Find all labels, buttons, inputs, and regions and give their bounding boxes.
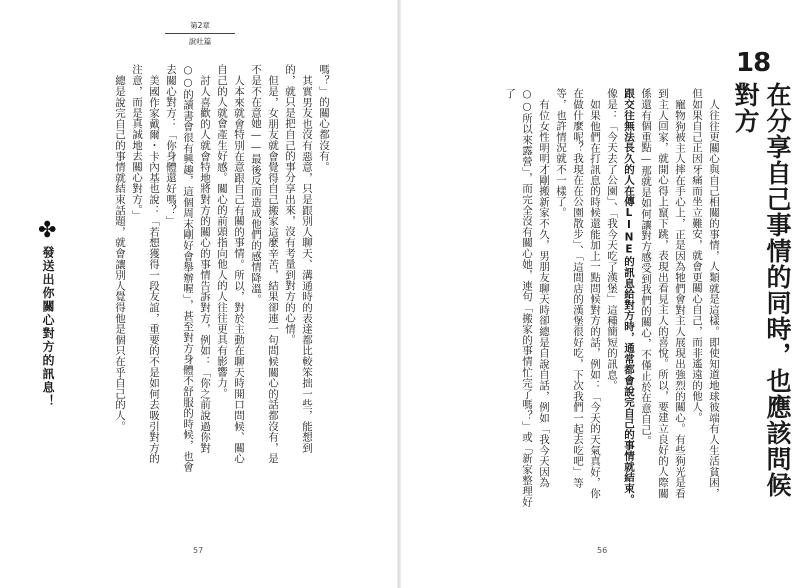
chapter-label: 第2章: [190, 21, 210, 30]
paragraph: 其實男友也沒有惡意，只是跟別人聊天、溝通時的表達都比較笨拙一些，能想到的，就只是把自己的事分享出來，沒有考量到對方的心情。: [284, 64, 313, 453]
paragraph: 討人喜歡的人就會特地將對方的關心的事情告訴對方，例如：「你之前說過你對○○的讀書會很有興趣，這個周末剛好會舉辦喔」，甚至對方身體不舒服的時候，也會去關心對方：「你身體還好嗎？」: [165, 64, 211, 473]
paragraph: 人本來就會特別在意跟自己有關的事情。所以，對於主動在聊天時開口問候、關心自己的人就會產生好感。關心的前頭指向他人的人往往更具有影響力。: [216, 64, 245, 464]
paragraph: 跟交往無法長久的人在傳LINE的訊息給對方時，通常都會說完自己的事情就結束。: [623, 88, 635, 505]
left-body-text: [92, 64, 332, 474]
paragraph: 嗎？」的關心都沒有。: [318, 64, 330, 172]
paragraph: 但是，女朋友就會覺得自己搬家這麼辛苦，結果卻連一句問候關心的話都沒有，是不是不在意她——最後反而造成他們的感情降溫。: [250, 64, 279, 464]
running-head: [155, 20, 245, 47]
paragraph: 如果他們在打訊息的時候還能加上一點問候對方的話，例如：「今天的天氣真好，你在做什麼呢？我現在在公園散步」、「這間店的漢堡很好吃，下次我們一起去吃吧」等等，也許情況就不一樣了。: [555, 88, 601, 499]
left-page: [0, 0, 399, 588]
paragraph: 人往往更關心與自己相關的事情，人類就是這樣。即使知道地球彼端有人生活貧困，但如果自己正因牙痛而坐立難安，就會更關心自己，而非遙遠的他人。: [691, 88, 720, 499]
page-number-left: 57: [193, 546, 204, 555]
paragraph: 寵物狗被主人摔在手心上，正是因為牠們會對主人展現出強烈的關心。有些狗光是看到主人回家，就開心得上竄下跳，表現出看見主人的喜悅。所以，要建立良好的人際關係還有個重點—那就是如何讓對方感受到我們的關心，不僅止於在意自己。: [640, 88, 686, 499]
section-label: 說吐篇: [188, 37, 212, 46]
paragraph: 美國作家戴爾・卡內基也說：「若想獲得一段友誼，重要的不是如何去吸引對方的注意，而是真誠地去關心對方。」: [131, 64, 160, 464]
side-note: 發送出你關心對方的訊息！: [41, 246, 55, 408]
page-number-right: 56: [597, 546, 608, 555]
flower-icon: ✤: [38, 218, 57, 243]
chapter-title: 在分享自己事情的同時，也應該問候對方: [731, 82, 792, 498]
paragraph: 總是說完自己的事情就結束話題，就會讓別人覺得他是個只在乎自己的人。: [114, 74, 126, 431]
header-rule: [165, 33, 235, 34]
paragraph: 有位女性明明才剛搬新家不久，男朋友聊天時卻總是自說自話，例如「我今天因為○○所以來露營」，而完全沒有關心她，連句「搬家的事情忙完了嗎？」或「新家整理好了: [504, 88, 550, 507]
right-body-text: [450, 88, 722, 508]
chapter-number: 18: [736, 48, 771, 78]
paragraph: 像是：「今天去了公園」、「我今天吃了漢堡」這種簡短的訊息。: [606, 88, 618, 391]
